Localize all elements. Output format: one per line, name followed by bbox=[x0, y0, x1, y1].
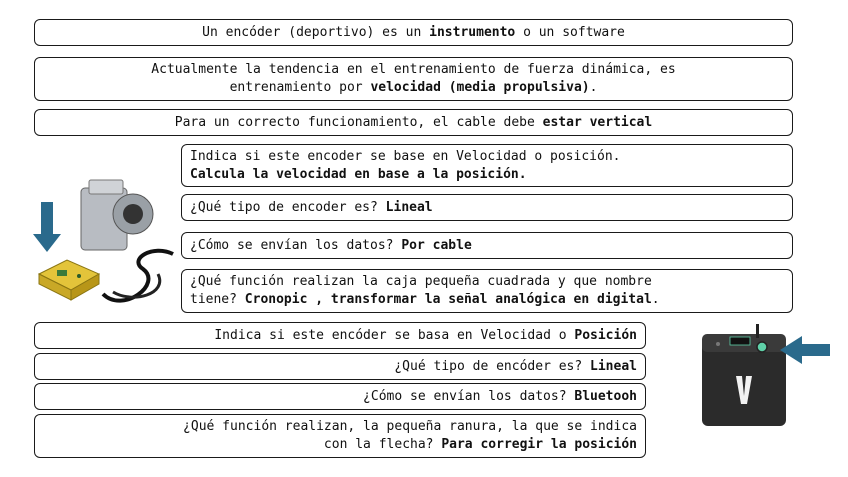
vitruve-type-box: ¿Qué tipo de encóder es? Lineal bbox=[34, 353, 646, 380]
vitruve-data-transfer-box: ¿Cómo se envían los datos? Bluetooh bbox=[34, 383, 646, 410]
encoder-definition-box: Un encóder (deportivo) es un instrumento o un software bbox=[34, 19, 793, 46]
down-arrow-icon bbox=[33, 202, 61, 252]
linear-data-transfer-box: ¿Cómo se envían los datos? Por cable bbox=[181, 232, 793, 259]
left-arrow-icon bbox=[780, 336, 830, 364]
linear-type-box: ¿Qué tipo de encoder es? Lineal bbox=[181, 194, 793, 221]
linear-velocity-position-box: Indica si este encoder se base en Velocidad o posición. Calcula la velocidad en base a la posición. bbox=[181, 144, 793, 187]
vitruve-encoder-image bbox=[694, 320, 834, 430]
linear-box-function-box: ¿Qué función realizan la caja pequeña cuadrada y que nombre tiene? Cronopic , transformar la señal analógica en digital. bbox=[181, 269, 793, 313]
training-trend-box: Actualmente la tendencia en el entrenamiento de fuerza dinámica, es entrenamiento por velocidad (media propulsiva). bbox=[34, 57, 793, 101]
vitruve-velocity-position-box: Indica si este encóder se basa en Velocidad o Posición bbox=[34, 322, 646, 349]
vitruve-slot-function-box: ¿Qué función realizan, la pequeña ranura, la que se indica con la flecha? Para corregir la posición bbox=[34, 414, 646, 458]
linear-encoder-image bbox=[33, 174, 183, 314]
cable-vertical-box: Para un correcto funcionamiento, el cable debe estar vertical bbox=[34, 109, 793, 136]
